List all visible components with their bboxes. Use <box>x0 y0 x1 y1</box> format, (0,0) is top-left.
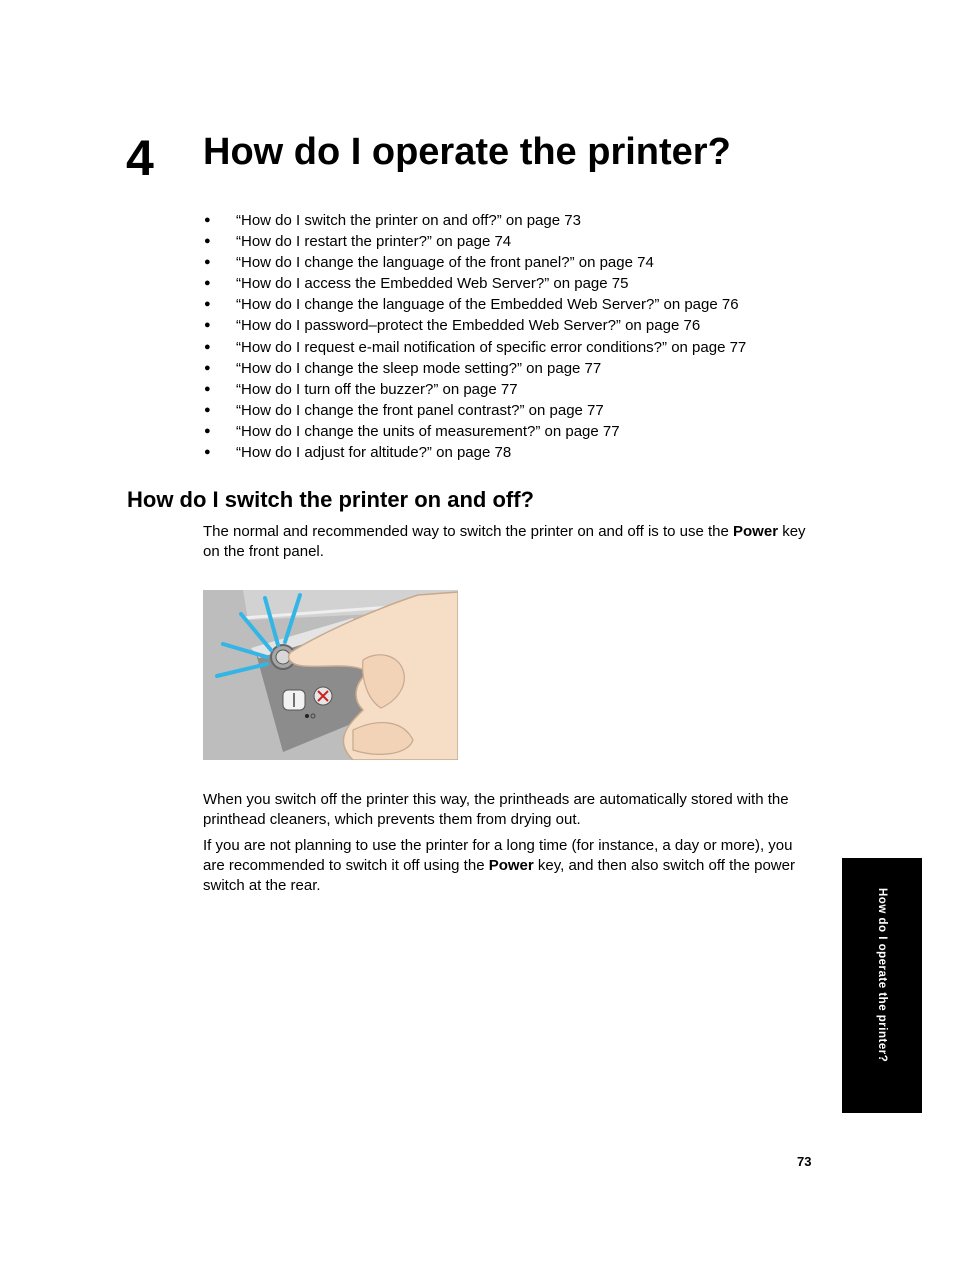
chapter-side-tab <box>842 858 922 1113</box>
chapter-toc <box>203 210 823 463</box>
toc-item[interactable]: ● “How do I request e-mail notification of specific error conditions?” on page 77 <box>203 337 823 358</box>
text-run: key on the front panel. <box>203 523 806 560</box>
storage-paragraph: When you switch off the printer this way, the printheads are automatically stored with the printhead cleaners, which prevents them from drying out. <box>203 791 789 828</box>
intro-paragraph <box>203 522 813 562</box>
text-run: If you are not planning to use the printer for a long time (for instance, a day or more), you are recommended to switch it off using the <box>203 837 793 874</box>
power-key-term: Power <box>488 856 534 874</box>
toc-item[interactable]: ● “How do I adjust for altitude?” on page 78 <box>203 442 823 463</box>
power-key-illustration <box>203 590 458 760</box>
chapter-number: 4 <box>126 130 154 186</box>
section-title: How do I switch the printer on and off? <box>127 487 534 512</box>
toc-item[interactable]: ● “How do I change the language of the front panel?” on page 74 <box>203 252 823 273</box>
long-shutdown-paragraph <box>203 836 813 895</box>
side-tab-label: How do I operate the printer? <box>876 888 888 1063</box>
power-key-term: Power <box>733 523 779 540</box>
text-run: The normal and recommended way to switch the printer on and off is to use the <box>203 523 734 540</box>
toc-item[interactable]: ● “How do I change the sleep mode setting?” on page 77 <box>203 358 823 379</box>
toc-item[interactable]: ● “How do I restart the printer?” on page 74 <box>203 231 823 252</box>
toc-item[interactable]: ● “How do I switch the printer on and off?” on page 73 <box>203 210 823 231</box>
toc-item[interactable]: ● “How do I change the units of measurement?” on page 77 <box>203 421 823 442</box>
toc-item[interactable]: ● “How do I access the Embedded Web Server?” on page 75 <box>203 273 823 294</box>
page-number: 73 <box>797 1154 812 1169</box>
chapter-title: How do I operate the printer? <box>203 131 731 173</box>
toc-item[interactable]: ● “How do I change the language of the Embedded Web Server?” on page 76 <box>203 294 823 315</box>
text-run: key, and then also switch off the power switch at the rear. <box>203 856 795 894</box>
toc-item[interactable]: ● “How do I turn off the buzzer?” on page 77 <box>203 379 823 400</box>
toc-item[interactable]: ● “How do I change the front panel contrast?” on page 77 <box>203 400 823 421</box>
toc-item[interactable]: ● “How do I password–protect the Embedded Web Server?” on page 76 <box>203 315 823 336</box>
